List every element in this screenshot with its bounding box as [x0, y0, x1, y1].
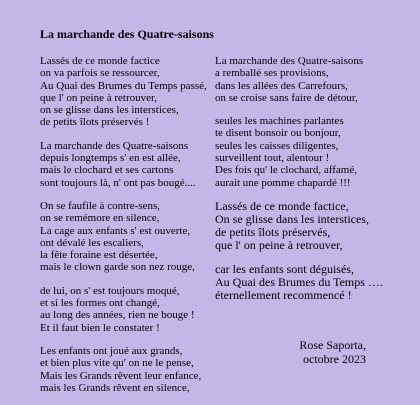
stanza: [215, 200, 405, 252]
poem-line: et si les formes ont changé,: [40, 297, 160, 310]
poem-line: seules les machines parlantes: [215, 115, 344, 128]
poem-line: Et il faut bien le constater !: [40, 321, 160, 334]
poem-line: de petits îlots préservés !: [40, 116, 150, 129]
poem-line: que l' on peine à retrouver,: [215, 237, 343, 252]
poem-line: au long des années, rien ne bouge !: [40, 309, 195, 322]
poem-line: la fête foraine est désertée,: [40, 249, 158, 262]
poem-line: Les enfants ont joué aux grands,: [40, 344, 183, 357]
poem-line: te disent bonsoir ou bonjour,: [215, 127, 341, 140]
poem-date: octobre 2023: [303, 352, 366, 366]
poem-line: mais le clown garde son nez rouge,: [40, 261, 195, 274]
poem-line: Lassés de ce monde factice,: [215, 198, 349, 213]
poem-line: Au Quai des Brumes du Temps passé,: [40, 79, 207, 92]
poem-line: Des fois qu' le clochard, affamé,: [215, 164, 357, 177]
poem-line: car les enfants sont déguisés,: [215, 261, 354, 276]
stanza: [215, 115, 405, 189]
poem-line: ont dévalé les escaliers,: [40, 236, 144, 249]
poem-line: La marchande des Quatre-saisons: [40, 139, 189, 152]
poem-column-right: [215, 55, 405, 313]
stanza: [40, 140, 210, 189]
poem-line: de lui, on s' est toujours moqué,: [40, 284, 180, 297]
poem-line: mais les Grands rêvent en silence,: [40, 381, 190, 394]
stanza: [40, 285, 210, 334]
poem-line: Mais les Grands rêvent leur enfance,: [40, 369, 202, 382]
poem-line: de petits îlots préservés,: [215, 224, 331, 239]
poem-line: on se remémore en silence,: [40, 212, 160, 225]
poem-line: aurait une pomme chapardé !!!: [215, 176, 351, 189]
poem-line: mais le clochard et ses cartons: [40, 164, 174, 177]
poem-line: On se glisse dans les interstices,: [215, 211, 369, 226]
poem-line: a remballé ses provisions,: [215, 67, 329, 80]
poem-line: La marchande des Quatre-saisons: [215, 55, 364, 67]
poem-line: on se croise sans faire de détour,: [215, 91, 358, 104]
poem-line: éternellement recommencé !: [215, 287, 352, 302]
stanza: [40, 55, 210, 129]
poem-line: surveillent tout, alentour !: [215, 152, 330, 165]
poem-line: Lassés de ce monde factice: [40, 55, 160, 67]
poem-line: et bien plus vite qu' on ne le pense,: [40, 357, 194, 370]
poem-line: seules les caisses diligentes,: [215, 139, 339, 152]
stanza: [40, 200, 210, 274]
stanza: [215, 263, 405, 302]
author-name: Rose Saporta,: [299, 338, 366, 352]
poem-line: La cage aux enfants s' est ouverte,: [40, 224, 191, 237]
signature: [299, 338, 366, 366]
stanza: [215, 55, 405, 104]
poem-line: depuis longtemps s' en est allée,: [40, 152, 181, 165]
poem-line: on va parfois se ressourcer,: [40, 67, 160, 80]
poem-line: Au Quai des Brumes du Temps ….: [215, 274, 383, 289]
poem-line: on se glisse dans les interstices,: [40, 104, 179, 117]
poem-line: On se faufile à contre-sens,: [40, 199, 161, 212]
stanza: [40, 345, 210, 394]
poem-line: dans les allées des Carrefours,: [215, 79, 348, 92]
poem-line: sont toujours là, n' ont pas bougé....: [40, 176, 196, 189]
poem-column-left: [40, 55, 210, 405]
poem-title: La marchande des Quatre-saisons: [40, 27, 214, 41]
poem-line: que l' on peine à retrouver,: [40, 91, 157, 104]
